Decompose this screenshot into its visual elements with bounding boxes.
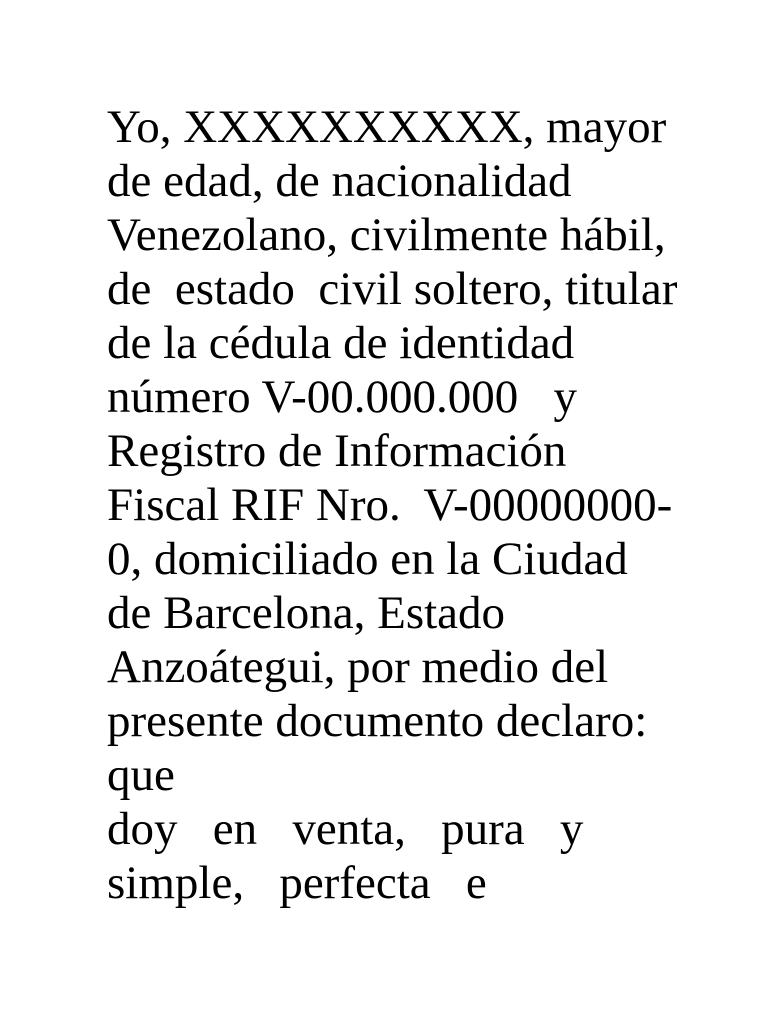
document-body	[107, 100, 678, 910]
text-line: que	[107, 749, 175, 801]
text-line: 0, domiciliado en la Ciudad	[107, 533, 628, 585]
text-line: Venezolano, civilmente hábil,	[107, 209, 666, 261]
text-line: de la cédula de identidad	[107, 317, 575, 369]
text-line: número V-00.000.000 y	[107, 371, 577, 423]
text-line: Anzoátegui, por medio del	[107, 641, 609, 693]
text-line: Yo, XXXXXXXXXX, mayor	[107, 101, 667, 153]
text-line: doy en venta, pura y	[107, 803, 584, 855]
text-line: Registro de Información	[107, 425, 567, 477]
text-line: de edad, de nacionalidad	[107, 155, 572, 207]
text-line: de estado civil soltero, titular	[107, 263, 678, 315]
text-line: presente documento declaro:	[107, 695, 648, 747]
text-line: simple, perfecta e	[107, 857, 487, 909]
text-line: Fiscal RIF Nro. V-00000000-	[107, 479, 673, 531]
text-line: de Barcelona, Estado	[107, 587, 506, 639]
